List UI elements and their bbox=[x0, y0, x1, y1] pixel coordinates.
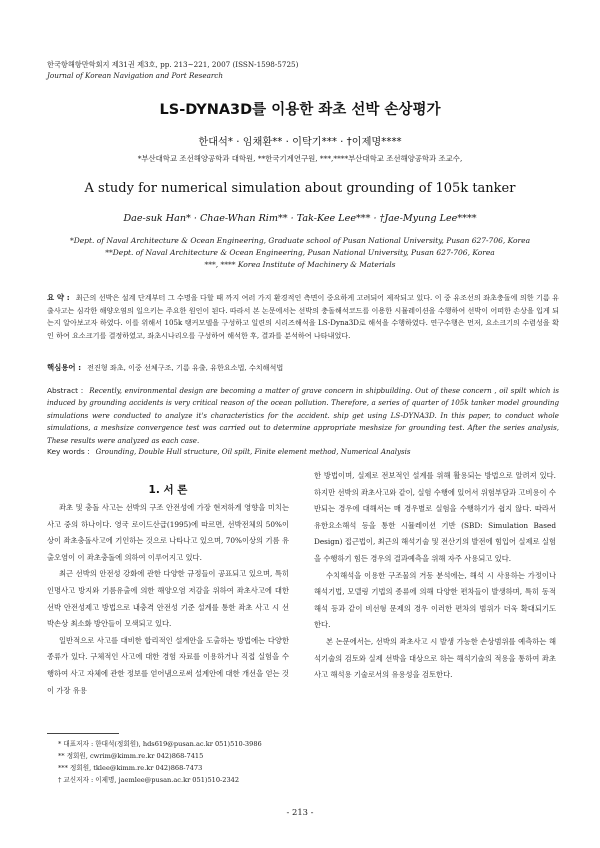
affiliations-korean: *부산대학교 조선해양공학과 대학원, **한국기계연구원, ***,****부산대학교 조선해양공학과 조교수, bbox=[137, 154, 463, 163]
section-heading-introduction: 1. 서 론 bbox=[148, 484, 188, 496]
page-number: - 213 - bbox=[286, 807, 314, 817]
abstract-korean-label: 요 약 : bbox=[47, 293, 70, 302]
keywords-english-label: Key words : bbox=[47, 447, 90, 456]
affiliation-english-1: *Dept. of Naval Architecture & Ocean Engineering, Graduate school of Pusan National University, Pusan 627-706, Korea bbox=[69, 236, 531, 245]
footnote-divider bbox=[47, 733, 119, 734]
authors-korean: 한대석* · 임채환** · 이탁기*** · †이제명**** bbox=[198, 137, 402, 148]
paragraph: 최근 선박의 안전성 강화에 관한 다양한 규정들이 공표되고 있으며, 특히 인명사고 방지와 기름유출에 의한 해양오염 저감을 위하여 좌초사고에 대한 선박 안전성제고 방법으로 내충격 안전성 기준 설계를 통한 좌초 사고 시 선박손상 최소화 방안들이 모색되고 있다. bbox=[47, 569, 289, 629]
footnote-2: ** 정회원, cwrim@kimm.re.kr 042)868-7415 bbox=[58, 752, 204, 760]
affiliation-english-3: ***, **** Korea Institute of Machinery & Materials bbox=[204, 260, 396, 269]
keywords-english bbox=[47, 446, 559, 459]
keywords-korean bbox=[47, 362, 559, 375]
footnote-4: † 교신저자 : 이제명, jaemlee@pusan.ac.kr 051)510-2342 bbox=[58, 776, 240, 784]
abstract-english bbox=[47, 385, 559, 447]
abstract-english-text: Recently, environmental design are becoming a matter of grave concern in shipbuilding. Out of these concern , oil spilt which is induced by grounding accidents is very critical reason of the ocean pollution. Therefore, a series of quarter of 105k tanker model grounding simulations were conducted to analyze it's characteristics for the accident. ship get using LS-DYNA3D. In this paper, to conduct whole simulations, a meshsize convergence test was carried out to determine appropriate meshsize for grounding test. After the series analysis, These results were analyzed as each case. bbox=[47, 386, 559, 445]
keywords-english-text: Grounding, Double Hull structure, Oil spilt, Finite element method, Numerical Analysis bbox=[95, 447, 411, 456]
paragraph: 일반적으로 사고를 대비한 합리적인 설계안을 도출하는 방법에는 다양한 종류가 있다. 구체적인 사고에 대한 경험 자료를 이용하거나 직접 실험을 수행하여 사고 자체에 관한 정보를 얻어냄으로써 설계안에 대한 개선을 얻는 것이 가장 유용 bbox=[47, 635, 289, 695]
keywords-korean-label: 핵심용어 : bbox=[47, 363, 82, 372]
body-column-left bbox=[47, 500, 289, 699]
paragraph: 본 논문에서는, 선박의 좌초사고 시 발생 가능한 손상범위를 예측하는 해석기술의 검토와 실제 선박을 대상으로 하는 해석기술의 적용을 통하여 좌초사고 해석용 기술로서의 유용성을 검토한다. bbox=[314, 636, 556, 680]
paper-title-korean: LS-DYNA3D를 이용한 좌초 선박 손상평가 bbox=[159, 102, 441, 118]
paragraph: 좌초 및 충돌 사고는 선박의 구조 안전성에 가장 현저하게 영향을 미치는 사고 중의 하나이다. 영국 로이드산급(1995)에 따르면, 선박전체의 50%이상이 좌초충돌사고에 기인하는 것으로 나타나고 있으며, 70%이상의 기름 유출오염이 이 좌초충돌에 의하여 이루어지고 있다. bbox=[47, 503, 289, 562]
footnote-3: *** 정회원, tklee@kimm.re.kr 042)868-7473 bbox=[58, 764, 203, 772]
abstract-korean-text: 최근의 선박은 설계 단계부터 그 수명을 다할 때 까지 여러 가지 환경적인 측면이 중요하게 고려되어 제작되고 있다. 이 중 유조선의 좌초충돌에 의한 기름 유출사고는 심각한 해양오염의 일으키는 주요한 원인이 된다. 따라서 본 논문에서는 선박의 충돌해석코드를 이용한 시뮬레이션을 수행하여 선박이 어떠한 손상을 입게 되는지 알아보고자 하였다. 이를 위해서 105k 탱커모델을 구성하고 일련의 시리즈해석을 LS-Dyna3D로 해석을 수행하였다. 연구수행은 먼저, 요소크기의 수렴성을 확인 하여 요소크기를 결정하였고, 좌초시나리오를 구성하여 해석한 후, 결과를 분석하여 나타내었다. bbox=[47, 293, 559, 340]
paper-title-english: A study for numerical simulation about grounding of 105k tanker bbox=[84, 181, 516, 196]
body-column-right bbox=[314, 468, 556, 684]
abstract-english-label: Abstract : bbox=[47, 386, 84, 395]
affiliation-english-2: **Dept. of Naval Architecture & Ocean Engineering, Pusan National University, Pusan 627-706, Korea bbox=[105, 248, 495, 257]
paragraph: 한 방법이며, 실제로 전보적인 설계를 위해 활용되는 방법으로 알려져 있다. 하지만 선박의 좌초사고와 같이, 실험 수행에 있어서 위험부담과 고비용이 수반되는 경우에 대해서는 매 경우별로 실험을 수행하기가 쉽지 않다. 따라서 유한요소해석 등을 통한 시뮬레이션 기반 (SBD: Simulation Based Design) 접근법이, 최근의 해석기술 및 전산기의 발전에 힘입어 실제로 실험을 수행하기 힘든 경우의 결과예측을 위해 자주 사용되고 있다. bbox=[314, 471, 556, 563]
journal-name: Journal of Korean Navigation and Port Research bbox=[47, 71, 223, 80]
journal-citation: 한국항해항만학회지 제31권 제3호, pp. 213~221, 2007 (ISSN-1598-5725) bbox=[47, 60, 299, 69]
keywords-korean-text: 전진형 좌초, 이중 선체구조, 기름 유출, 유한요소법, 수치해석법 bbox=[87, 363, 284, 372]
paragraph: 수치해석을 이용한 구조물의 거동 분석에는, 해석 시 사용하는 가정이나 해석기법, 모델링 기법의 종류에 의해 다양한 편차들이 발생하며, 특히 동적 해석 등과 같이 비선형 문제의 경우 이러한 편차의 범위가 더욱 확대되기도 한다. bbox=[314, 570, 556, 630]
abstract-korean bbox=[47, 292, 559, 342]
authors-english: Dae-suk Han* · Chae-Whan Rim** · Tak-Kee Lee*** · †Jae-Myung Lee**** bbox=[123, 213, 477, 224]
footnote-1: * 대표저자 : 한대석(정회원), hds619@pusan.ac.kr 051)510-3986 bbox=[58, 740, 262, 748]
